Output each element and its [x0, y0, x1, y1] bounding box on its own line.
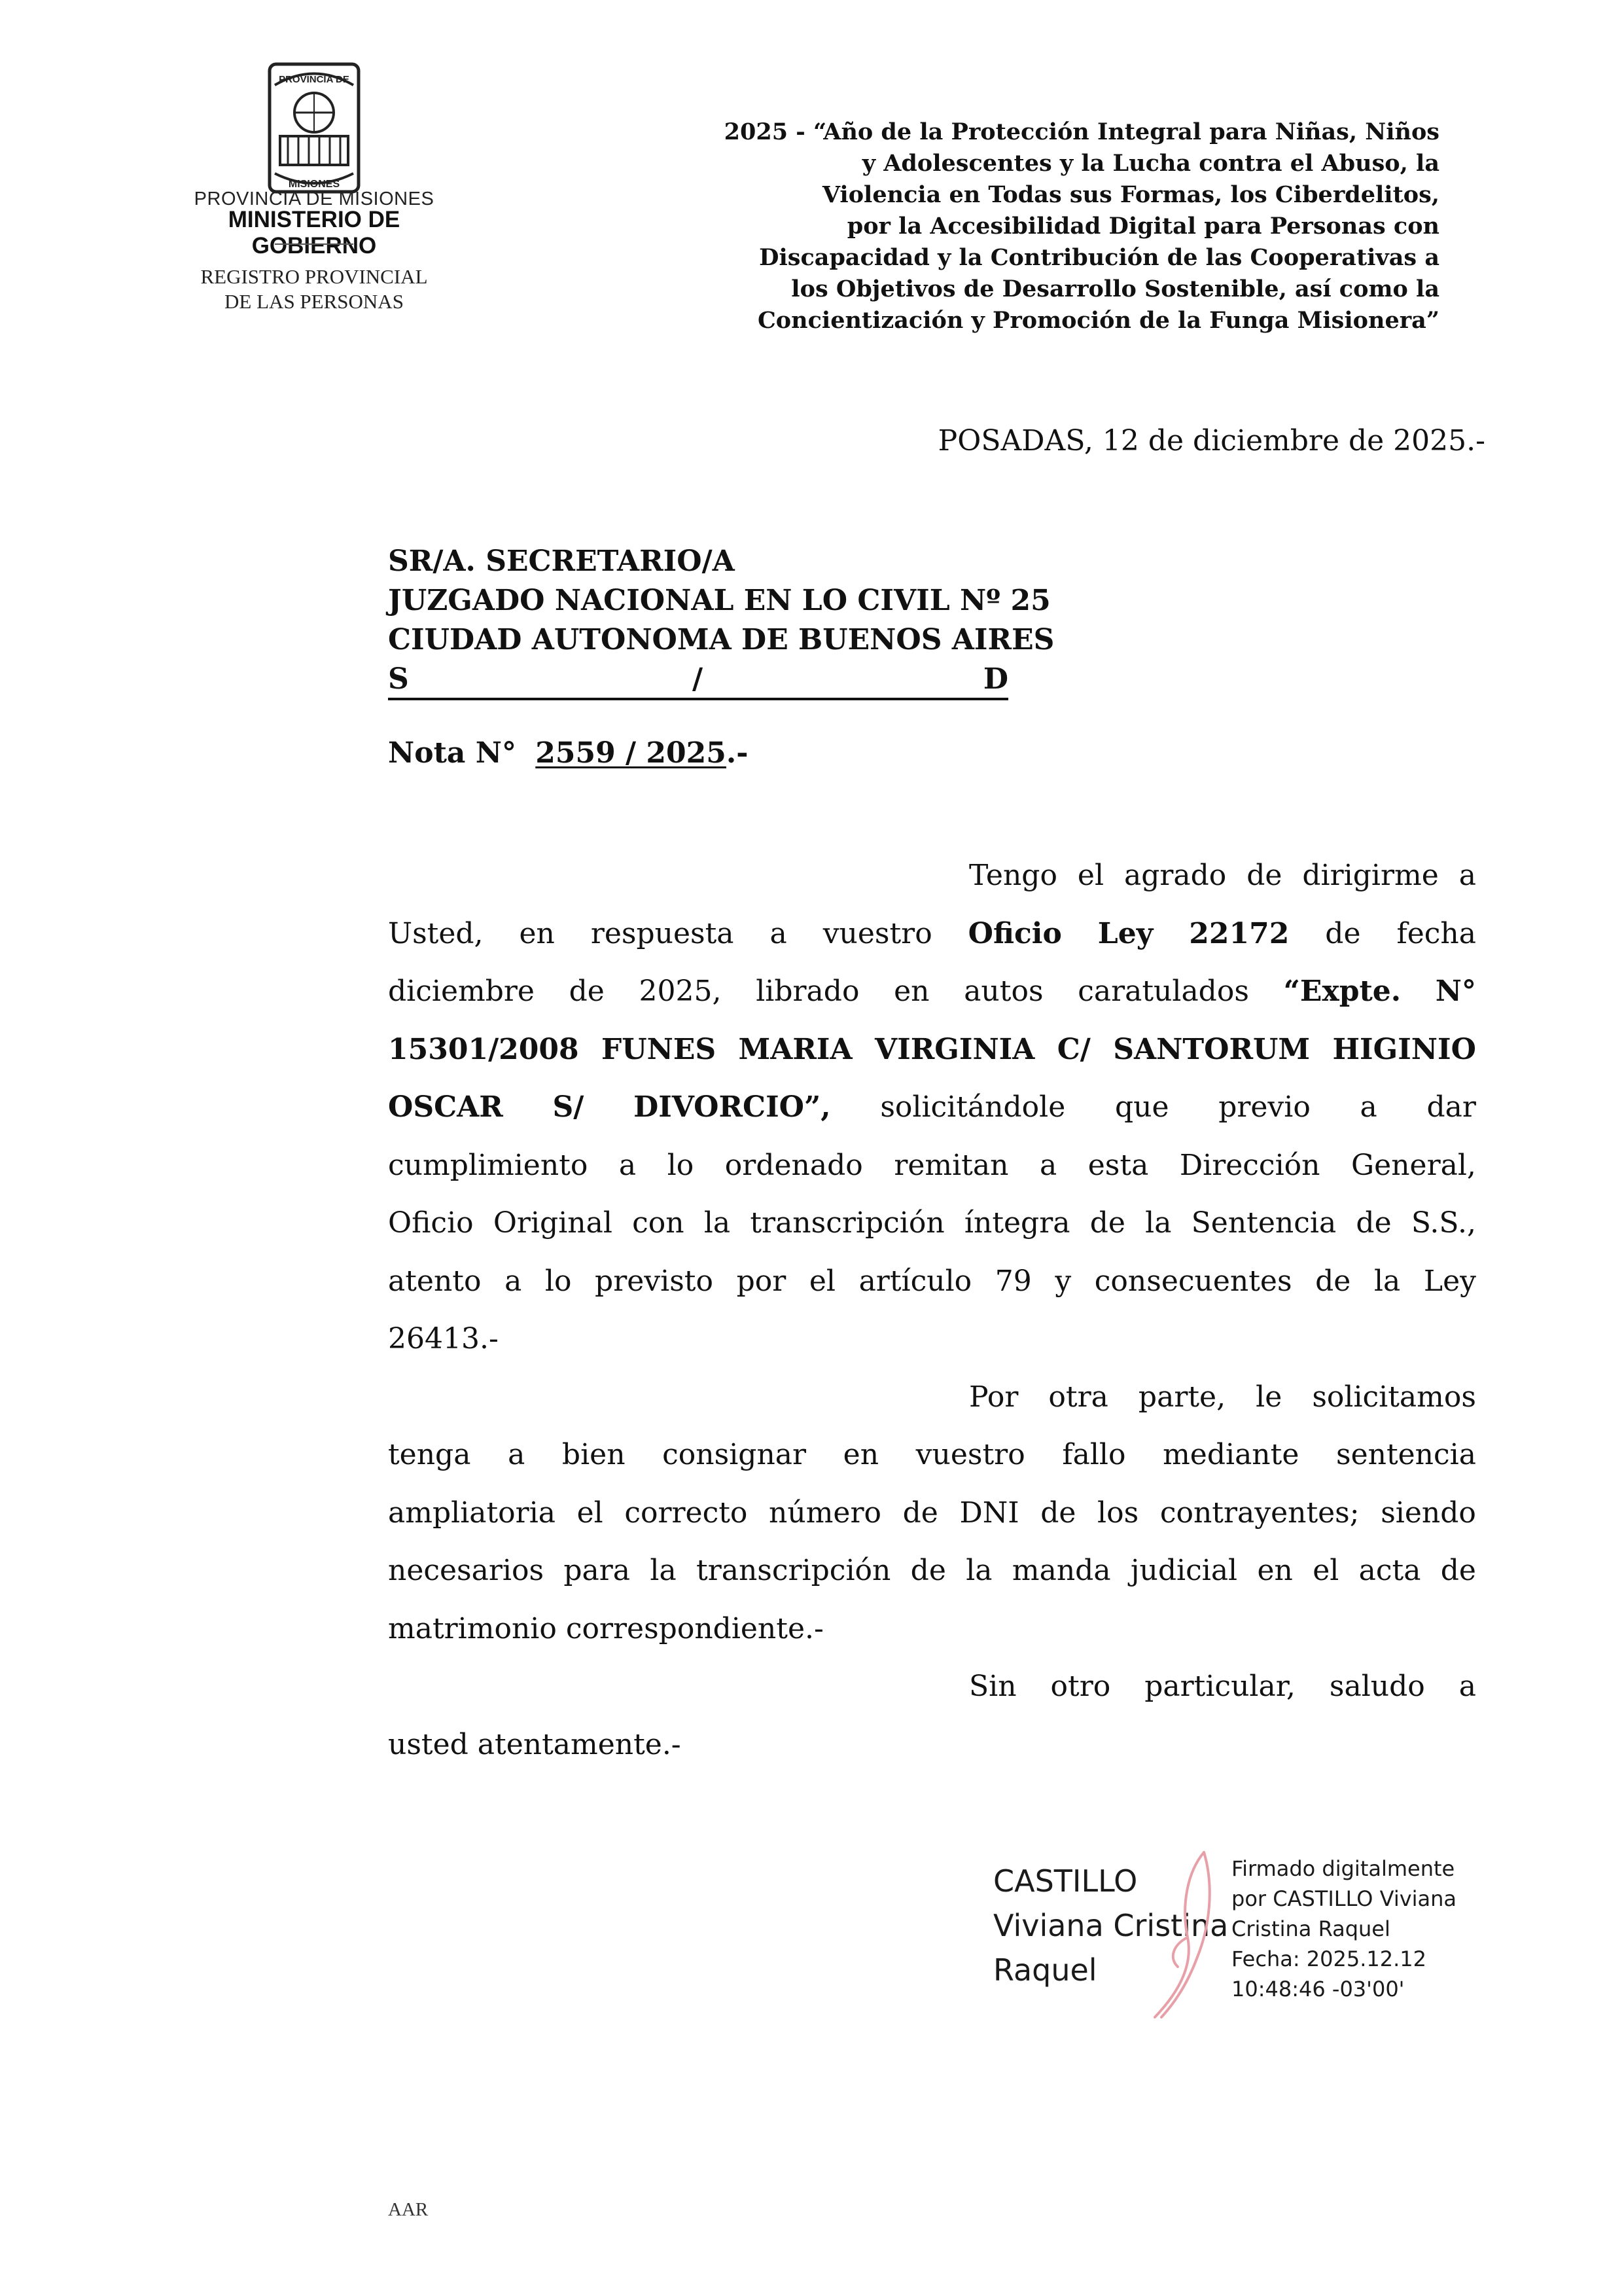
- word: en: [843, 1438, 879, 1471]
- word: siendo: [1381, 1496, 1476, 1530]
- body-line: [388, 1426, 1476, 1484]
- addressee-court: JUZGADO NACIONAL EN LO CIVIL Nº 25: [388, 584, 1051, 617]
- body-line: [388, 1079, 1476, 1137]
- word: otro: [1050, 1670, 1111, 1703]
- word: la: [703, 1206, 731, 1240]
- word: diciembre: [388, 975, 535, 1008]
- body-line: 26413.-: [388, 1322, 499, 1355]
- word: ordenado: [724, 1148, 863, 1182]
- word: saludo: [1329, 1670, 1425, 1703]
- signature-flourish-icon: [1142, 1846, 1233, 2022]
- motto-line: Concientización y Promoción de la Funga Misionera”: [757, 307, 1439, 334]
- word: C/: [1057, 1032, 1091, 1066]
- word: Oficio: [388, 1206, 474, 1240]
- word: judicial: [1130, 1554, 1238, 1587]
- word: a: [504, 1264, 522, 1298]
- body-line: [388, 1369, 1476, 1427]
- word: el: [1313, 1554, 1339, 1587]
- word: dar: [1426, 1090, 1476, 1124]
- word: bien: [561, 1438, 626, 1471]
- word: S.S.,: [1411, 1206, 1476, 1240]
- word: contrayentes;: [1159, 1496, 1360, 1530]
- province-crest-icon: [255, 59, 373, 200]
- word: DIVORCIO”,: [633, 1090, 831, 1124]
- justified-line: [969, 847, 1476, 905]
- motto-line: Violencia en Todas sus Formas, los Ciberdelitos,: [822, 181, 1439, 208]
- word: vuestro: [822, 916, 932, 950]
- addressee-city: CIUDAD AUTONOMA DE BUENOS AIRES: [388, 623, 1055, 656]
- word: en: [1257, 1554, 1293, 1587]
- word: esta: [1087, 1148, 1149, 1182]
- word: 15301/2008: [388, 1032, 579, 1066]
- body-text: [969, 847, 1476, 905]
- word: Dirección: [1179, 1148, 1320, 1182]
- word: previo: [1218, 1090, 1311, 1124]
- letterhead-logo: [173, 59, 455, 327]
- word: atento: [388, 1264, 482, 1298]
- word: cumplimiento: [388, 1148, 588, 1182]
- word: 22172: [1189, 916, 1290, 950]
- body-line: [388, 905, 1476, 963]
- word: de: [1440, 1554, 1476, 1587]
- word: consignar: [662, 1438, 807, 1471]
- word: ampliatoria: [388, 1496, 556, 1530]
- word: Por: [969, 1380, 1019, 1414]
- word: previsto: [595, 1264, 713, 1298]
- word: FUNES: [601, 1032, 716, 1066]
- stamp-line: por CASTILLO Viviana: [1231, 1886, 1457, 1911]
- su-despacho-line: [388, 660, 1008, 700]
- word: de: [1089, 1206, 1125, 1240]
- word: Sin: [969, 1670, 1017, 1703]
- word: SANTORUM: [1113, 1032, 1311, 1066]
- body-line: [388, 1021, 1476, 1079]
- word: fallo: [1062, 1438, 1126, 1471]
- body-line: [388, 963, 1476, 1021]
- signer-name-line: Viviana Cristina: [993, 1908, 1229, 1943]
- word: el: [809, 1264, 836, 1298]
- word: artículo: [858, 1264, 972, 1298]
- word: Tengo: [969, 859, 1057, 892]
- motto-line: 2025 - “Año de la Protección Integral para Niñas, Niños: [724, 118, 1439, 145]
- word: solicitándole: [880, 1090, 1066, 1124]
- word: de: [910, 1554, 946, 1587]
- motto-line: Discapacidad y la Contribución de las Cooperativas a: [759, 244, 1439, 271]
- word: acta: [1358, 1554, 1421, 1587]
- word: el: [576, 1496, 603, 1530]
- word: S/: [552, 1090, 584, 1124]
- justified-line: [969, 1369, 1476, 1427]
- word: íntegra: [964, 1206, 1070, 1240]
- word: a: [1458, 859, 1476, 892]
- word: mediante: [1163, 1438, 1299, 1471]
- justified-line: [969, 1658, 1476, 1716]
- digital-signature-stamp: [1231, 1854, 1480, 2004]
- word: en: [894, 975, 930, 1008]
- word: a: [1458, 1670, 1476, 1703]
- word: correcto: [624, 1496, 748, 1530]
- word: de: [569, 975, 605, 1008]
- stamp-line: Firmado digitalmente: [1231, 1856, 1455, 1881]
- word: el: [1077, 859, 1104, 892]
- province-name: PROVINCIA DE MISIONES: [194, 188, 434, 209]
- su-despacho-d: D: [983, 662, 1008, 696]
- year-motto: [576, 117, 1439, 336]
- word: de: [1356, 1206, 1392, 1240]
- word: Ley: [1097, 916, 1154, 950]
- signer-name-line: CASTILLO: [993, 1863, 1138, 1899]
- stamp-line: 10:48:46 -03'00': [1231, 1977, 1405, 2001]
- word: número: [769, 1496, 881, 1530]
- word: la: [1373, 1264, 1401, 1298]
- body-line: [388, 1484, 1476, 1543]
- addressee-title: SR/A. SECRETARIO/A: [388, 545, 735, 578]
- word: para: [563, 1554, 631, 1587]
- word: Oficio: [968, 916, 1062, 950]
- letterhead-divider: [275, 243, 353, 245]
- word: Sentencia: [1191, 1206, 1337, 1240]
- word: los: [1097, 1496, 1139, 1530]
- word: 2025,: [639, 975, 722, 1008]
- word: de: [1315, 1264, 1351, 1298]
- word: por: [736, 1264, 786, 1298]
- word: remitan: [894, 1148, 1009, 1182]
- body-line: [388, 1194, 1476, 1253]
- ministry-name: MINISTERIO DE GOBIERNO: [228, 207, 400, 259]
- note-suffix: .-: [726, 736, 749, 770]
- word: a: [769, 916, 787, 950]
- word: a: [618, 1148, 637, 1182]
- body-line: usted atentamente.-: [388, 1727, 681, 1761]
- addressee-block: [388, 542, 1239, 700]
- word: autos: [964, 975, 1044, 1008]
- word: otra: [1048, 1380, 1108, 1414]
- word: de: [902, 1496, 938, 1530]
- word: y: [1055, 1264, 1072, 1298]
- stamp-line: Cristina Raquel: [1231, 1916, 1390, 1941]
- word: tenga: [388, 1438, 471, 1471]
- body-line: [388, 1542, 1476, 1600]
- body-line: [388, 847, 1476, 905]
- su-despacho-s: S: [388, 662, 409, 696]
- word: lo: [667, 1148, 694, 1182]
- word: que: [1114, 1090, 1169, 1124]
- word: la: [650, 1554, 677, 1587]
- word: N°: [1435, 975, 1476, 1008]
- word: caratulados: [1078, 975, 1249, 1008]
- motto-line: los Objetivos de Desarrollo Sostenible, así como la: [791, 276, 1439, 302]
- word: parte,: [1138, 1380, 1226, 1414]
- word: librado: [756, 975, 860, 1008]
- word: a: [1039, 1148, 1057, 1182]
- word: OSCAR: [388, 1090, 503, 1124]
- word: particular,: [1144, 1670, 1296, 1703]
- word: sentencia: [1335, 1438, 1476, 1471]
- registry-name-line2: DE LAS PERSONAS: [224, 290, 404, 313]
- body-line: [388, 1658, 1476, 1716]
- word: de: [1325, 916, 1361, 950]
- note-number: 2559 / 2025: [535, 736, 726, 770]
- word: 79: [995, 1264, 1032, 1298]
- date-line: POSADAS, 12 de diciembre de 2025.-: [938, 424, 1485, 457]
- word: a: [1360, 1090, 1377, 1124]
- note-label: Nota N°: [388, 736, 516, 770]
- signer-name-line: Raquel: [993, 1952, 1097, 1988]
- registry-name-line1: REGISTRO PROVINCIAL: [200, 265, 428, 288]
- word: Usted,: [388, 916, 484, 950]
- word: fecha: [1396, 916, 1476, 950]
- note-number-line: [388, 736, 749, 770]
- word: agrado: [1123, 859, 1227, 892]
- letter-body: [388, 847, 1476, 1774]
- word: a: [508, 1438, 525, 1471]
- word: en: [519, 916, 555, 950]
- word: Original: [493, 1206, 612, 1240]
- word: HIGINIO: [1332, 1032, 1476, 1066]
- su-despacho-slash: /: [692, 662, 703, 696]
- word: MARIA: [738, 1032, 853, 1066]
- word: lo: [544, 1264, 572, 1298]
- word: de: [1246, 859, 1282, 892]
- crest-text-bottom: MISIONES: [288, 179, 340, 190]
- body-line: [388, 1137, 1476, 1195]
- word: le: [1256, 1380, 1282, 1414]
- word: transcripción: [696, 1554, 891, 1587]
- word: vuestro: [915, 1438, 1025, 1471]
- typist-initials: AAR: [388, 2199, 429, 2220]
- word: DNI: [959, 1496, 1019, 1530]
- body-line: [388, 1253, 1476, 1311]
- word: General,: [1351, 1148, 1476, 1182]
- crest-text-top: PROVINCIA DE: [279, 74, 349, 85]
- word: la: [1145, 1206, 1172, 1240]
- word: Ley: [1423, 1264, 1476, 1298]
- word: de: [1040, 1496, 1076, 1530]
- body-line: matrimonio correspondiente.-: [388, 1611, 824, 1645]
- word: dirigirme: [1302, 859, 1439, 892]
- word: transcripción: [750, 1206, 945, 1240]
- word: solicitamos: [1312, 1380, 1476, 1414]
- stamp-line: Fecha: 2025.12.12: [1231, 1946, 1426, 1971]
- word: consecuentes: [1094, 1264, 1292, 1298]
- word: manda: [1012, 1554, 1111, 1587]
- motto-line: por la Accesibilidad Digital para Personas con: [847, 213, 1439, 240]
- word: necesarios: [388, 1554, 544, 1587]
- motto-line: y Adolescentes y la Lucha contra el Abuso, la: [862, 150, 1439, 177]
- word: VIRGINIA: [875, 1032, 1035, 1066]
- word: respuesta: [590, 916, 734, 950]
- word: “Expte.: [1283, 975, 1402, 1008]
- word: con: [632, 1206, 684, 1240]
- word: la: [966, 1554, 993, 1587]
